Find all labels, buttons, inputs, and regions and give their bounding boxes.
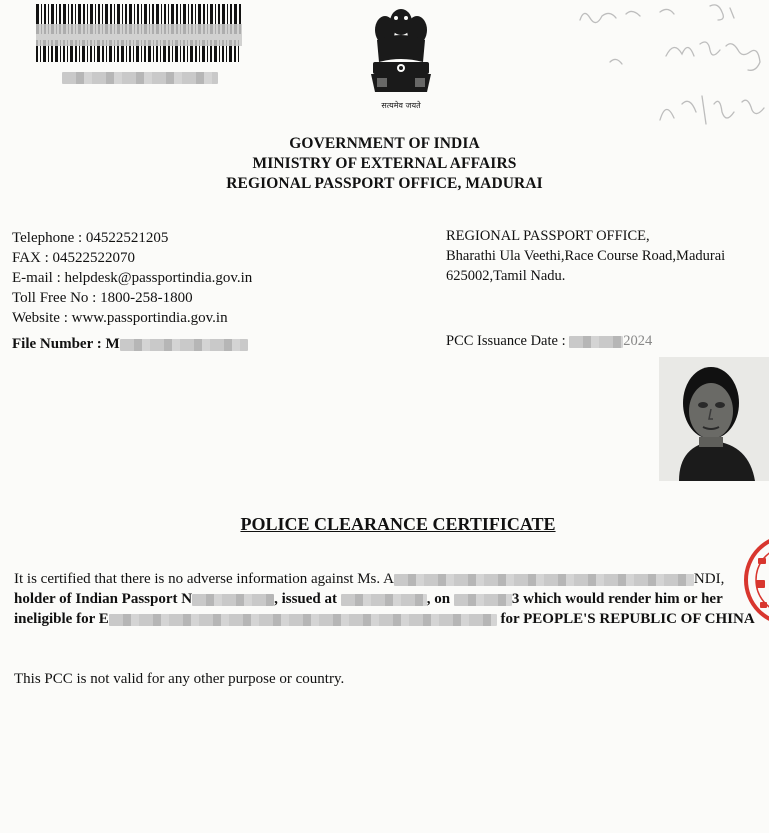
barcode-number-redacted (62, 72, 218, 84)
issuance-date (446, 331, 652, 351)
applicant-photo (659, 357, 769, 481)
header-government: GOVERNMENT OF INDIA (289, 135, 480, 152)
issue-place-redacted (341, 594, 427, 606)
line2-end: 3 which would render him or her (511, 591, 723, 607)
name-redacted (394, 574, 694, 586)
issuance-year: 2024 (623, 333, 653, 349)
line3-start: ineligible for E (14, 611, 109, 627)
line1-start: It is certified that there is no adverse information against Ms. A (14, 571, 394, 587)
file-number-redacted (120, 339, 248, 351)
line2-issued-at: , issued at (274, 591, 338, 607)
line2-start: holder of Indian Passport N (14, 591, 193, 607)
file-number (12, 334, 248, 354)
official-stamp (742, 530, 769, 630)
barcode (36, 4, 242, 62)
office-line3: 625002,Tamil Nadu. (446, 268, 566, 284)
validity-note: This PCC is not valid for any other purpose or country. (14, 671, 345, 687)
certificate-line-2 (14, 590, 723, 609)
emblem-motto: सत्यमेव जयते (381, 101, 421, 110)
certificate-line-3 (14, 610, 755, 629)
email: E-mail : helpdesk@passportindia.gov.in (12, 270, 253, 286)
header-ministry: MINISTRY OF EXTERNAL AFFAIRS (252, 155, 517, 172)
issuance-date-redacted (569, 336, 623, 348)
certificate-line-1 (14, 570, 724, 589)
purpose-redacted (109, 614, 497, 626)
toll-free: Toll Free No : 1800-258-1800 (12, 290, 193, 306)
line1-end: NDI, (693, 571, 725, 587)
telephone: Telephone : 04522521205 (12, 230, 169, 246)
handwritten-notes (570, 0, 769, 140)
header-office: REGIONAL PASSPORT OFFICE, MADURAI (226, 175, 543, 192)
office-line1: REGIONAL PASSPORT OFFICE, (446, 228, 650, 244)
file-number-label: File Number : M (12, 336, 120, 352)
line3-end: for PEOPLE'S REPUBLIC OF CHINA (500, 611, 755, 627)
certificate-title: POLICE CLEARANCE CERTIFICATE (240, 514, 556, 534)
issue-date-redacted (454, 594, 512, 606)
passport-number-redacted (192, 594, 274, 606)
website: Website : www.passportindia.gov.in (12, 310, 228, 326)
issuance-label: PCC Issuance Date : (446, 333, 566, 349)
office-line2: Bharathi Ula Veethi,Race Course Road,Madurai (446, 248, 726, 264)
line2-on: , on (426, 591, 451, 607)
fax: FAX : 04522522070 (12, 250, 136, 266)
